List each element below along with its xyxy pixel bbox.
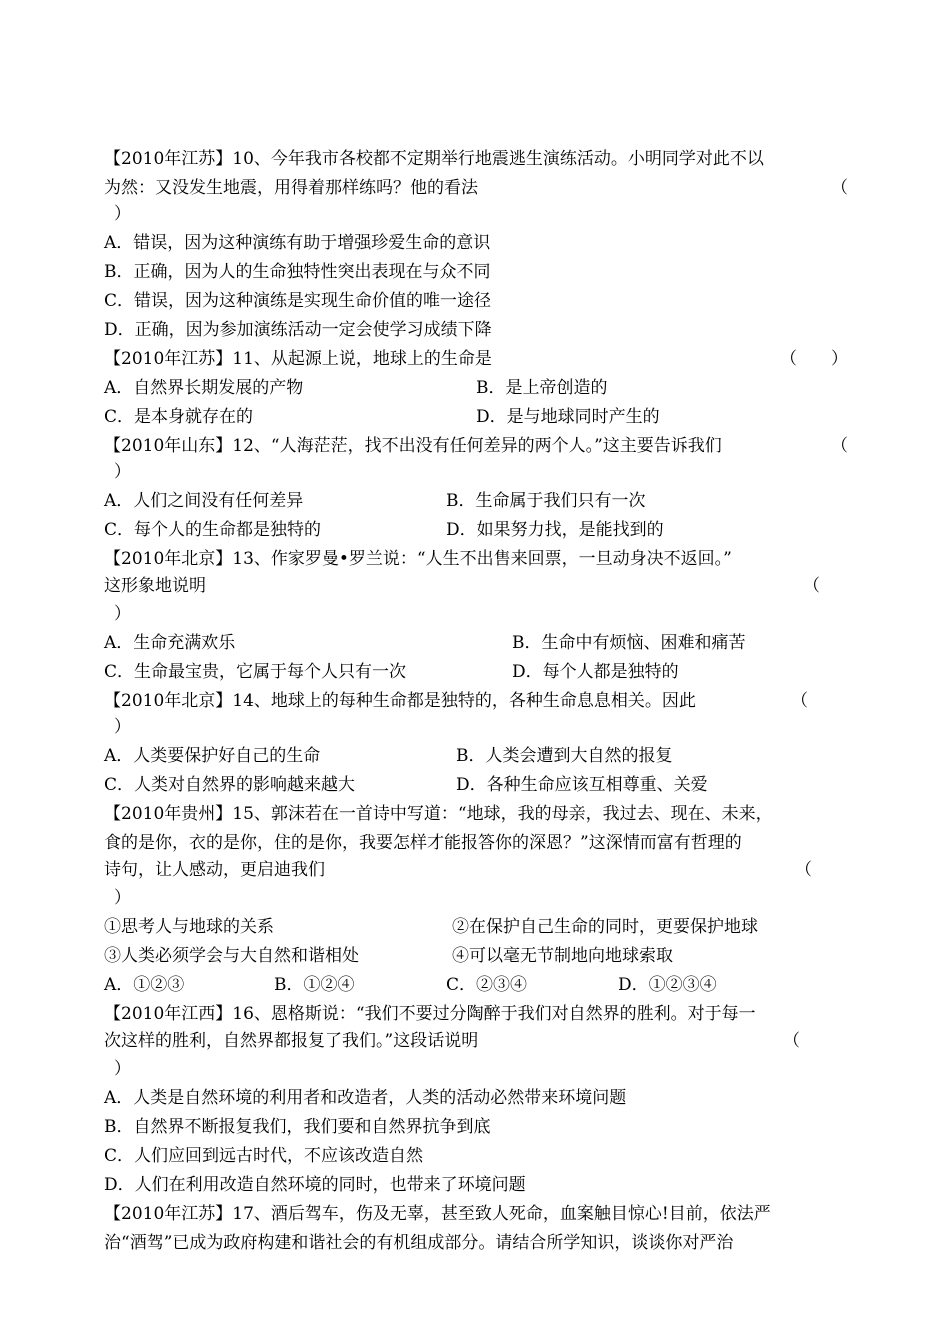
text-line: D．人们在利用改造自然环境的同时，也带来了环境问题 [104, 1175, 526, 1195]
option-c: C．是本身就存在的 [104, 407, 254, 427]
answer-bracket-open: （ [831, 178, 848, 198]
text-line: 【2010年江苏】11、从起源上说，地球上的生命是 [104, 349, 492, 369]
option-c: C．②③④ [446, 975, 528, 995]
question-14-stem [104, 687, 848, 715]
text-line: 【2010年贵州】15、郭沫若在一首诗中写道：“地球，我的母亲，我过去、现在、未来， [104, 804, 773, 824]
options-row-ab [104, 374, 848, 402]
option-b: B．生命属于我们只有一次 [446, 491, 646, 511]
text-line: 为然：又没发生地震，用得着那样练吗？他的看法 [104, 178, 478, 198]
statement-4: ④可以毫无节制地向地球索取 [452, 946, 673, 966]
statement-2: ②在保护自己生命的同时，更要保护地球 [452, 917, 758, 937]
option-d: D．各种生命应该互相尊重、关爱 [456, 775, 708, 795]
text-line: 【2010年江苏】10、今年我市各校都不定期举行地震逃生演练活动。小明同学对此不以 [104, 149, 764, 169]
answer-bracket-open: （ [791, 691, 808, 711]
option-d [104, 1171, 848, 1199]
option-c [104, 1142, 848, 1170]
statement-1: ①思考人与地球的关系 [104, 917, 274, 937]
question-15-stem-line-1 [104, 800, 848, 828]
question-16-stem-line-1 [104, 1000, 848, 1028]
text-line: 【2010年江西】16、恩格斯说：“我们不要过分陶醉于我们对自然界的胜利。对于每一 [104, 1004, 756, 1024]
text-line: A．错误，因为这种演练有助于增强珍爱生命的意识 [104, 233, 491, 253]
question-10-stem-line-1 [104, 145, 848, 173]
answer-bracket-open: （ [795, 860, 812, 880]
text-line: C．人们应回到远古时代，不应该改造自然 [104, 1146, 424, 1166]
option-b [104, 1113, 848, 1141]
text-line: 次这样的胜利，自然界都报复了我们。”这段话说明 [104, 1031, 479, 1051]
text-line: 这形象地说明 [104, 576, 206, 596]
answer-bracket-close [104, 200, 848, 228]
statement-3: ③人类必须学会与大自然和谐相处 [104, 946, 359, 966]
text-line: ） [114, 204, 131, 224]
options-row-cd [104, 516, 848, 544]
option-b: B．人类会遭到大自然的报复 [456, 746, 673, 766]
text-line: 诗句，让人感动，更启迪我们 [104, 860, 325, 880]
text-line: B．自然界不断报复我们，我们要和自然界抗争到底 [104, 1117, 491, 1137]
option-c: C．生命最宝贵，它属于每个人只有一次 [104, 662, 407, 682]
text-line: ） [114, 1059, 131, 1079]
answer-bracket-close [104, 1055, 848, 1083]
text-line: 治“酒驾”已成为政府构建和谐社会的有机组成部分。请结合所学知识，谈谈你对严治 [104, 1233, 734, 1253]
answer-bracket-open: （ [803, 576, 820, 596]
option-c [104, 287, 848, 315]
option-d: D．如果努力找，是能找到的 [446, 520, 664, 540]
option-a: A．人类要保护好自己的生命 [104, 746, 321, 766]
option-a: A．人们之间没有任何差异 [104, 491, 304, 511]
options-row-ab [104, 742, 848, 770]
answer-bracket-close [104, 458, 848, 486]
text-line: D．正确，因为参加演练活动一定会使学习成绩下降 [104, 320, 492, 340]
question-11-stem [104, 345, 848, 373]
options-row-cd [104, 403, 848, 431]
text-line: A．人类是自然环境的利用者和改造者，人类的活动必然带来环境问题 [104, 1088, 627, 1108]
option-c: C．每个人的生命都是独特的 [104, 520, 322, 540]
question-17-stem-line-2 [104, 1229, 848, 1257]
question-13-stem-line-1 [104, 545, 848, 573]
answer-bracket-close [104, 600, 848, 628]
text-line: ） [114, 604, 131, 624]
options-row-ab [104, 629, 848, 657]
options-row-ab [104, 487, 848, 515]
text-line: 【2010年北京】13、作家罗曼•罗兰说：“人生不出售来回票，一旦动身决不返回。” [104, 549, 732, 569]
text-line: 食的是你，衣的是你，住的是你，我要怎样才能报答你的深恩？”这深情而富有哲理的 [104, 833, 742, 853]
answer-bracket-open: （ [783, 1031, 800, 1051]
question-13-stem-line-2 [104, 572, 848, 600]
statements-row-1 [104, 913, 848, 941]
option-a: A．自然界长期发展的产物 [104, 378, 304, 398]
option-d: D．是与地球同时产生的 [476, 407, 660, 427]
option-a: A．①②③ [104, 975, 185, 995]
text-line: C．错误，因为这种演练是实现生命价值的唯一途径 [104, 291, 492, 311]
text-line: 【2010年江苏】17、酒后驾车，伤及无辜，甚至致人死命，血案触目惊心!目前，依法严 [104, 1204, 771, 1224]
option-d: D．每个人都是独特的 [512, 662, 679, 682]
option-a [104, 1084, 848, 1112]
option-d [104, 316, 848, 344]
text-line: ） [114, 717, 131, 737]
answer-bracket-close [104, 884, 848, 912]
question-15-stem-line-2 [104, 829, 848, 857]
statements-row-2 [104, 942, 848, 970]
options-row-cd [104, 658, 848, 686]
options-row-cd [104, 771, 848, 799]
answer-bracket: （ ） [780, 349, 848, 369]
answer-bracket-close [104, 713, 848, 741]
question-16-stem-line-2 [104, 1027, 848, 1055]
question-15-stem-line-3 [104, 856, 848, 884]
answer-bracket-open: （ [831, 436, 848, 456]
option-a: A．生命充满欢乐 [104, 633, 236, 653]
option-d: D．①②③④ [618, 975, 717, 995]
question-10-stem-line-2 [104, 174, 848, 202]
question-17-stem-line-1 [104, 1200, 848, 1228]
option-b: B．是上帝创造的 [476, 378, 608, 398]
text-line: B．正确，因为人的生命独特性突出表现在与众不同 [104, 262, 491, 282]
text-line: 【2010年山东】12、“人海茫茫，找不出没有任何差异的两个人。”这主要告诉我们 [104, 436, 722, 456]
options-row [104, 971, 848, 999]
text-line: ） [114, 888, 131, 908]
option-b: B．生命中有烦恼、困难和痛苦 [512, 633, 746, 653]
option-b [104, 258, 848, 286]
text-line: 【2010年北京】14、地球上的每种生命都是独特的，各种生命息息相关。因此 [104, 691, 696, 711]
option-b: B．①②④ [274, 975, 355, 995]
option-a [104, 229, 848, 257]
text-line: ） [114, 462, 131, 482]
option-c: C．人类对自然界的影响越来越大 [104, 775, 356, 795]
question-12-stem [104, 432, 848, 460]
